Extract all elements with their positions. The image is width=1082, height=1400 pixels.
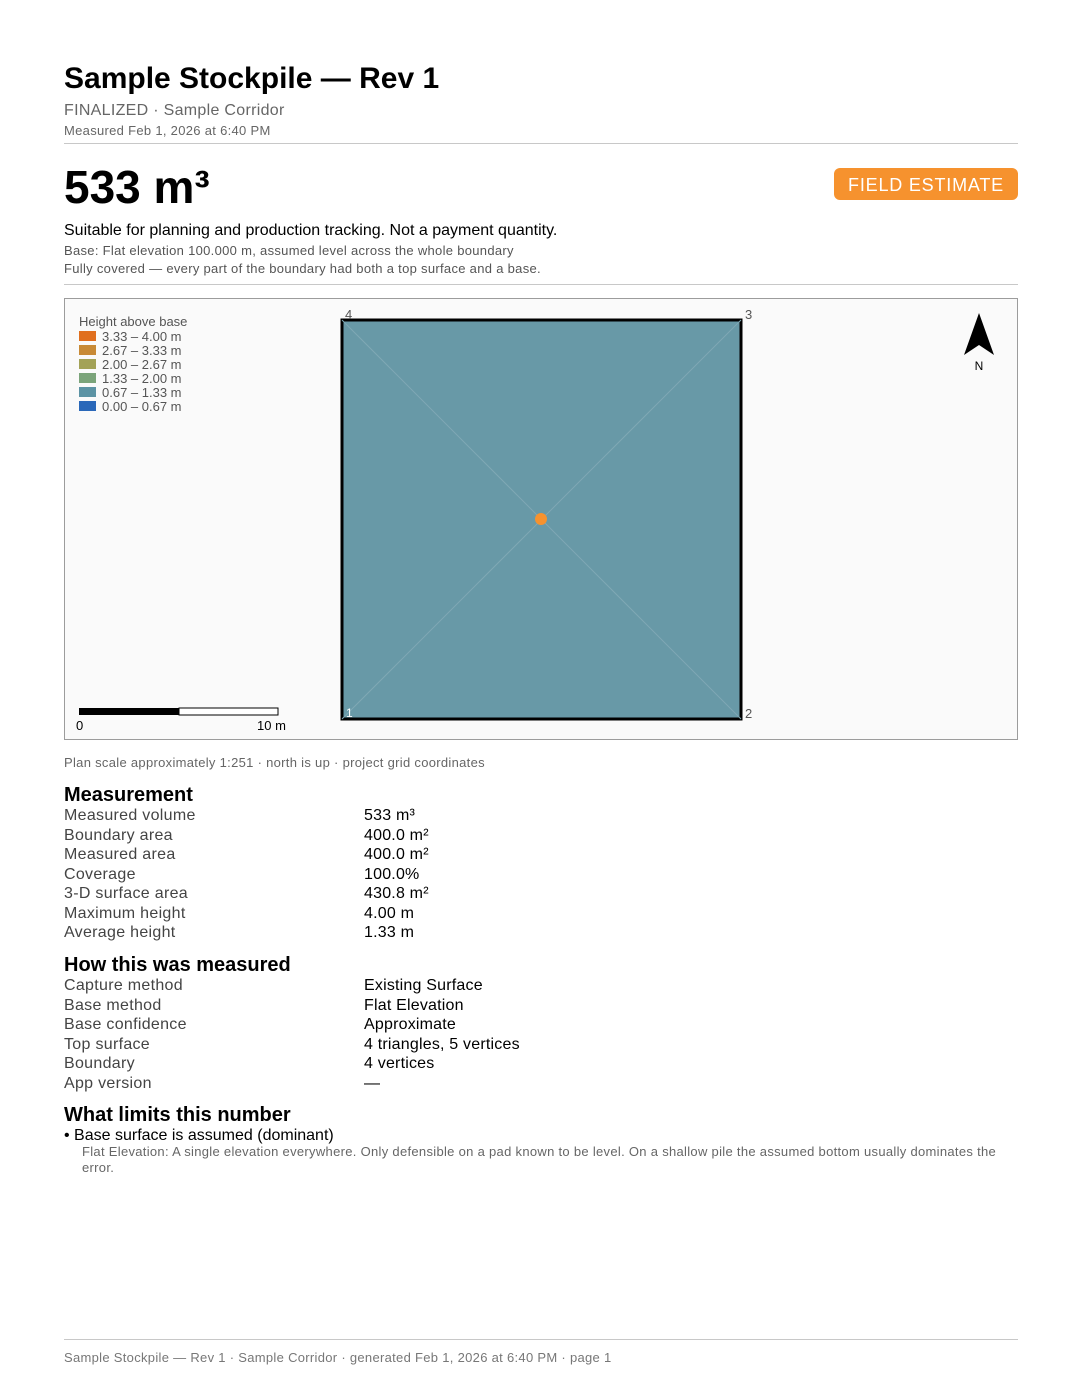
measurement-row-label: Coverage — [64, 865, 136, 883]
legend-swatch — [79, 401, 96, 411]
legend-label: 0.00 – 0.67 m — [102, 399, 182, 414]
legend-swatch — [79, 359, 96, 369]
measurement-row-label: Average height — [64, 924, 176, 941]
scale-end-label: 10 m — [257, 718, 286, 733]
measurement-row-value: 400.0 m² — [364, 826, 429, 844]
footer-divider — [64, 1339, 1018, 1340]
measurement-row-label: Boundary area — [64, 826, 173, 844]
measurement-row-value: 400.0 m² — [364, 846, 429, 863]
measurement-row-label: Maximum height — [64, 904, 186, 922]
method-row-value: 4 vertices — [364, 1055, 435, 1072]
legend-label: 2.00 – 2.67 m — [102, 357, 182, 372]
suitability-note: Suitable for planning and production tracking. Not a payment quantity. — [64, 222, 558, 239]
method-row-value: Flat Elevation — [364, 996, 464, 1014]
vertex-label-1: 1 — [346, 706, 353, 720]
method-row-label: App version — [64, 1074, 152, 1092]
measurement-row-value: 100.0% — [364, 865, 420, 883]
legend-swatch — [79, 373, 96, 383]
status-project: FINALIZED · Sample Corridor — [64, 102, 285, 119]
measurement-row-value: 4.00 m — [364, 904, 415, 922]
method-row-value: — — [364, 1074, 381, 1092]
measurement-row-value: 1.33 m — [364, 924, 415, 941]
north-label: N — [974, 359, 984, 373]
volume-headline: 533 m³ — [64, 161, 210, 213]
field-estimate-badge: FIELD ESTIMATE — [834, 168, 1018, 200]
scale-start-label: 0 — [76, 718, 84, 733]
measurement-row-label: Measured volume — [64, 807, 196, 824]
limits-heading: What limits this number — [64, 1104, 291, 1126]
divider — [64, 284, 1018, 285]
divider — [64, 143, 1018, 144]
vertex-label-2: 2 — [745, 706, 753, 721]
legend-swatch — [79, 331, 96, 341]
map-caption: Plan scale approximately 1:251 · north is up · project grid coordinates — [64, 755, 485, 770]
limit-detail: Flat Elevation: A single elevation everywhere. Only defensible on a pad known to be level. On a shallow pile the assumed bottom usually dominates the error. — [82, 1144, 997, 1175]
legend-label: 3.33 – 4.00 m — [102, 329, 182, 344]
method-row-value: Existing Surface — [364, 977, 483, 994]
legend-label: 0.67 – 1.33 m — [102, 385, 182, 400]
measurement-row-value: 430.8 m² — [364, 885, 429, 902]
legend — [79, 329, 182, 414]
method-row-label: Boundary — [64, 1055, 135, 1072]
measurement-row-label: 3-D surface area — [64, 885, 188, 902]
method-heading: How this was measured — [64, 954, 291, 976]
method-row-value: Approximate — [364, 1016, 457, 1033]
scale-bar-filled — [79, 708, 179, 715]
page-footer: Sample Stockpile — Rev 1 · Sample Corridor · generated Feb 1, 2026 at 6:40 PM · page 1 — [64, 1350, 612, 1365]
vertex-label-3: 3 — [745, 307, 753, 322]
method-row-value: 4 triangles, 5 vertices — [364, 1035, 520, 1053]
plan-map-drawing — [65, 299, 1017, 739]
scale-bar-empty — [179, 708, 278, 715]
report-title: Sample Stockpile — Rev 1 — [64, 62, 440, 95]
legend-label: 2.67 – 3.33 m — [102, 343, 182, 358]
measurement-row-value: 533 m³ — [364, 807, 415, 824]
measurement-row-label: Measured area — [64, 846, 176, 863]
measurement-heading: Measurement — [64, 784, 193, 806]
legend-label: 1.33 – 2.00 m — [102, 371, 182, 386]
plan-map — [64, 298, 1018, 740]
method-row-label: Base confidence — [64, 1016, 187, 1033]
coverage-note: Fully covered — every part of the boundary had both a top surface and a base. — [64, 261, 541, 276]
legend-swatch — [79, 387, 96, 397]
measured-timestamp: Measured Feb 1, 2026 at 6:40 PM — [64, 123, 271, 138]
north-arrow-icon — [964, 313, 994, 355]
legend-title: Height above base — [79, 314, 188, 329]
peak-point — [535, 513, 547, 525]
legend-swatch — [79, 345, 96, 355]
limit-item: • Base surface is assumed (dominant) — [64, 1127, 334, 1144]
vertex-label-4: 4 — [345, 307, 353, 322]
method-row-label: Capture method — [64, 977, 183, 994]
method-row-label: Base method — [64, 996, 162, 1014]
base-note: Base: Flat elevation 100.000 m, assumed level across the whole boundary — [64, 243, 514, 258]
method-row-label: Top surface — [64, 1035, 151, 1053]
